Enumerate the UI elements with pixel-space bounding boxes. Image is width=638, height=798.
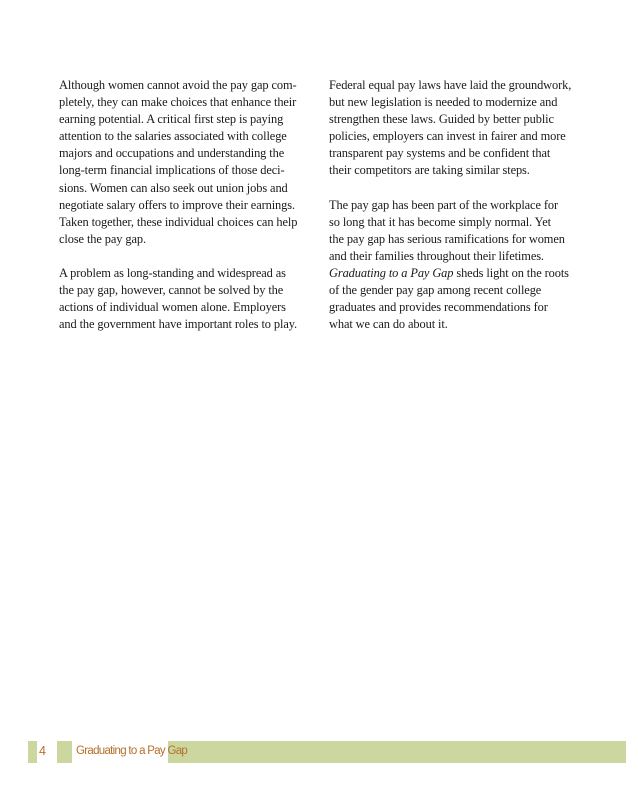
text-line: pletely, they can make choices that enhance their bbox=[59, 95, 297, 110]
text-line: Although women cannot avoid the pay gap com- bbox=[59, 78, 297, 92]
text-line bbox=[329, 265, 591, 282]
text-line: actions of individual women alone. Employers bbox=[59, 300, 286, 315]
right-text-column bbox=[329, 77, 591, 333]
text-line: and their families throughout their lifetimes. bbox=[329, 248, 544, 263]
text-line: majors and occupations and understanding the bbox=[59, 146, 285, 161]
text-line: the pay gap has serious ramifications for women bbox=[329, 231, 565, 246]
text-line: earning potential. A critical first step is paying bbox=[59, 112, 284, 127]
text-line: negotiate salary offers to improve their earnings. bbox=[59, 197, 295, 212]
text-line: sions. Women can also seek out union jobs and bbox=[59, 180, 288, 195]
text-line: close the pay gap. bbox=[59, 231, 146, 246]
text-line: but new legislation is needed to modernize and bbox=[329, 95, 558, 110]
left-paragraph-1 bbox=[59, 77, 317, 248]
text-line: graduates and provides recommendations for bbox=[329, 300, 548, 315]
text-fragment: sheds light on the roots bbox=[453, 266, 569, 281]
text-line: their competitors are taking similar steps. bbox=[329, 163, 530, 178]
text-line: strengthen these laws. Guided by better public bbox=[329, 112, 554, 127]
right-paragraph-1 bbox=[329, 77, 591, 180]
text-line: The pay gap has been part of the workplace for bbox=[329, 197, 559, 212]
left-text-column bbox=[59, 77, 317, 333]
text-line: what we can do about it. bbox=[329, 317, 448, 332]
text-line: and the government have important roles to play. bbox=[59, 317, 298, 332]
text-line: attention to the salaries associated with college bbox=[59, 129, 287, 144]
text-line: so long that it has become simply normal. Yet bbox=[329, 214, 551, 229]
text-line: A problem as long-standing and widespread as bbox=[59, 266, 286, 281]
left-paragraph-2 bbox=[59, 265, 317, 333]
right-paragraph-2 bbox=[329, 197, 591, 334]
page-number: 4 bbox=[39, 744, 46, 758]
text-line: of the gender pay gap among recent college bbox=[329, 283, 542, 298]
text-line: the pay gap, however, cannot be solved by the bbox=[59, 283, 284, 298]
report-title-italic: Graduating to a Pay Gap bbox=[329, 266, 454, 281]
footer-title: Graduating to a Pay Gap bbox=[76, 745, 188, 757]
text-line: transparent pay systems and be confident that bbox=[329, 146, 551, 161]
text-line: long-term financial implications of those deci- bbox=[59, 163, 285, 178]
text-line: Taken together, these individual choices can help bbox=[59, 214, 298, 229]
text-line: Federal equal pay laws have laid the groundwork, bbox=[329, 78, 572, 92]
text-line: policies, employers can invest in fairer and more bbox=[329, 129, 566, 144]
